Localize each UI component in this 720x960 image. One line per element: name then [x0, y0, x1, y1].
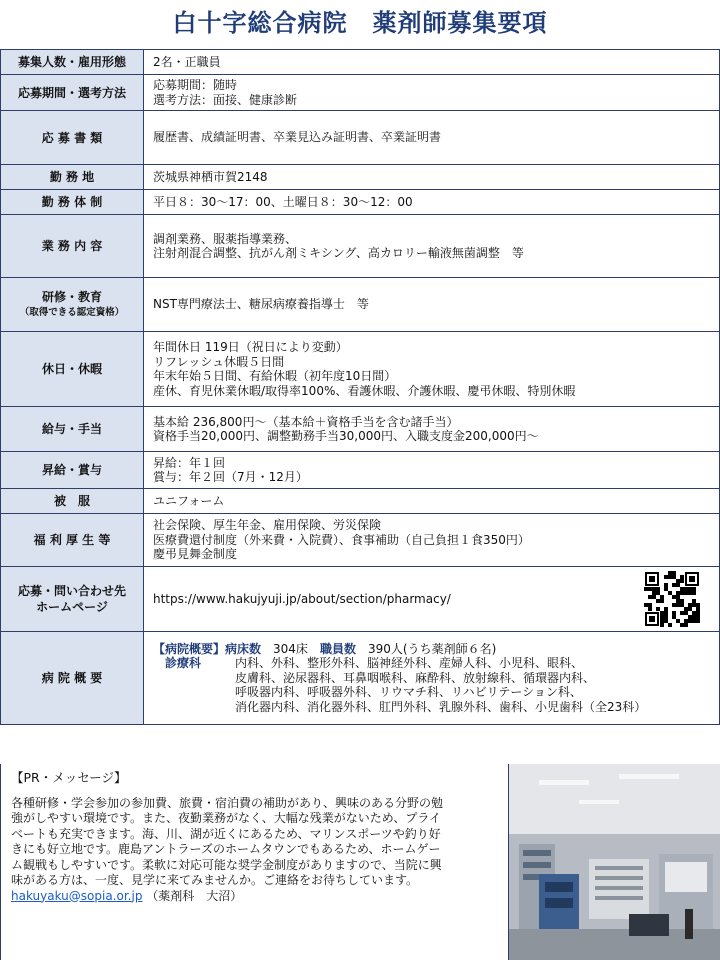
- row-value-cell: [144, 111, 720, 165]
- department-label: 診療科: [165, 656, 202, 671]
- row-value-line: ユニフォーム: [153, 493, 225, 508]
- page-title: 白十字総合病院 薬剤師募集要項: [172, 9, 548, 37]
- pr-line: ム観戦もしやすいです。柔軟に対応可能な奨学金制度がありますので、当院に興: [11, 857, 442, 872]
- row-label-cell: [1, 452, 144, 489]
- homepage-url-link[interactable]: https://www.hakujyuji.jp/about/section/pharmacy/: [153, 591, 451, 606]
- pharmacy-photo: [508, 764, 720, 960]
- row-value-cell: [144, 514, 720, 567]
- table-row: [1, 452, 720, 489]
- table-row: [1, 75, 720, 111]
- row-value-cell: [144, 190, 720, 215]
- row-value-cell: [144, 489, 720, 514]
- row-label-cell: [1, 632, 144, 725]
- department-line: 内科、外科、整形外科、脳神経外科、産婦人科、小児科、眼科、: [235, 656, 584, 671]
- department-line: 消化器内科、消化器外科、肛門外科、乳腺外科、歯科、小児歯科（全23科）: [235, 699, 647, 714]
- row-value-cell: [144, 632, 720, 725]
- row-value-line: 注射剤混合調整、抗がん剤ミキシング、高カロリー輸液無菌調整 等: [153, 246, 524, 260]
- row-label-cell: [1, 190, 144, 215]
- row-value-line: 平日８：30～17：00、土曜日８：30～12：00: [153, 194, 413, 209]
- row-value-line: 2名・正職員: [153, 54, 221, 69]
- homepage-url-row: [153, 571, 710, 627]
- row-value-cell: [144, 165, 720, 190]
- table-row: [1, 190, 720, 215]
- overview-label: 病 院 概 要: [41, 671, 103, 685]
- row-label-cell: [1, 50, 144, 75]
- table-row: [1, 50, 720, 75]
- homepage-label-2: ホームページ: [36, 600, 108, 614]
- table-row: [1, 489, 720, 514]
- row-value-line: 社会保険、厚生年金、雇用保険、労災保険: [153, 518, 382, 533]
- table-row: [1, 215, 720, 278]
- row-value-line: NST専門療法士、糖尿病療養指導士 等: [153, 297, 369, 312]
- row-label: 休日・休暇: [41, 362, 102, 376]
- row-label: 応 募 書 類: [41, 130, 103, 145]
- pr-text-block: [11, 770, 499, 904]
- row-value-line: 資格手当20,000円、調整勤務手当30,000円、入職支度金200,000円～: [153, 429, 539, 443]
- table-row: [1, 514, 720, 567]
- overview-head: 【病院概要】病床数: [153, 641, 262, 656]
- row-label-cell: [1, 215, 144, 278]
- row-label-cell: [1, 567, 144, 632]
- row-sublabel: （取得できる認定資格）: [19, 306, 125, 318]
- row-value-cell: [144, 452, 720, 489]
- row-label: 業 務 内 容: [41, 239, 103, 253]
- row-value-line: リフレッシュ休暇５日間: [153, 354, 285, 369]
- pr-line: 味がある方は、一度、見学に来てみませんか。ご連絡をお待ちしています。: [11, 873, 419, 887]
- pr-title: 【PR・メッセージ】: [11, 770, 127, 785]
- row-label-cell: [1, 407, 144, 452]
- row-value-line: 産休、育児休業休暇/取得率100%、看護休暇、介護休暇、慶弔休暇、特別休暇: [153, 383, 576, 398]
- row-label-cell: [1, 278, 144, 332]
- row-label: 応募期間・選考方法: [17, 85, 126, 100]
- row-label-cell: [1, 111, 144, 165]
- row-label-cell: [1, 489, 144, 514]
- row-label: 勤 務 体 制: [41, 195, 103, 209]
- row-value-cell: [144, 50, 720, 75]
- qr-code-icon[interactable]: [644, 571, 700, 627]
- table-row: [1, 632, 720, 725]
- pr-line: きにも好立地です。鹿島アントラーズのホームタウンでもあるため、ホームゲー: [11, 842, 441, 856]
- row-value-line: 医療費還付制度（外来費・入院費）、食事補助（自己負担１食350円）: [153, 532, 530, 547]
- table-row: [1, 111, 720, 165]
- row-value-line: 茨城県神栖市賀2148: [153, 169, 268, 184]
- row-label: 昇給・賞与: [41, 463, 102, 477]
- row-label: 福 利 厚 生 等: [33, 533, 111, 547]
- table-row: [1, 407, 720, 452]
- row-value-line: 賞与：年２回（7月・12月）: [153, 470, 308, 484]
- pr-line: 強がしやすい環境です。また、夜勤業務がなく、大幅な残業がないため、プライ: [11, 811, 441, 825]
- row-value-line: 年間休日 119日（祝日により変動）: [153, 340, 348, 354]
- table-row: [1, 165, 720, 190]
- row-value-line: 応募期間：随時: [153, 78, 238, 92]
- row-label: 研修・教育: [41, 289, 102, 304]
- pr-line: ベートも充実できます。海、川、湖が近くにあるため、マリンスポーツや釣り好: [11, 826, 441, 841]
- department-block: [153, 656, 710, 714]
- overview-beds: 304床: [273, 641, 308, 656]
- row-value-line: 選考方法：面接、健康診断: [153, 92, 298, 107]
- row-label: 勤 務 地: [49, 170, 95, 184]
- department-line: 皮膚科、泌尿器科、耳鼻咽喉科、麻酔科、放射線科、循環器内科、: [235, 670, 596, 685]
- row-label-cell: [1, 165, 144, 190]
- department-list: [235, 656, 710, 714]
- row-value-line: 調剤業務、服薬指導業務、: [153, 231, 298, 246]
- overview-staff-label: 職員数: [319, 641, 356, 656]
- table-row: [1, 278, 720, 332]
- homepage-label-1: 応募・問い合わせ先: [17, 584, 126, 598]
- row-label-cell: [1, 332, 144, 407]
- row-value-cell: [144, 407, 720, 452]
- row-value-cell: [144, 75, 720, 111]
- table-row: [1, 567, 720, 632]
- row-label: 被 服: [53, 494, 90, 508]
- department-line: 呼吸器内科、呼吸器外科、リウマチ科、リハビリテーション科、: [235, 685, 582, 700]
- contact-email-link[interactable]: hakuyaku@sopia.or.jp: [11, 888, 143, 903]
- row-value-line: 慶弔見舞金制度: [153, 547, 238, 562]
- row-value-line: 昇給：年１回: [153, 455, 226, 470]
- row-value-cell: [144, 332, 720, 407]
- contact-person: （薬剤科 大沼）: [146, 888, 243, 903]
- pr-section: [0, 764, 720, 960]
- overview-summary-line: [153, 642, 710, 657]
- row-label: 給与・手当: [41, 422, 102, 436]
- pr-contact-line: [11, 889, 499, 905]
- row-value-line: 基本給 236,800円～（基本給＋資格手当を含む諸手当）: [153, 414, 459, 429]
- row-value-line: 履歴書、成績証明書、卒業見込み証明書、卒業証明書: [153, 130, 442, 145]
- row-value-cell: [144, 278, 720, 332]
- requirements-table: [0, 49, 720, 725]
- row-label-cell: [1, 514, 144, 567]
- row-value-cell: [144, 567, 720, 632]
- row-label-cell: [1, 75, 144, 111]
- overview-staff: 390人(うち薬剤師６名): [367, 641, 497, 656]
- table-row: [1, 332, 720, 407]
- pr-line: 各種研修・学会参加の参加費、旅費・宿泊費の補助があり、興味のある分野の勉: [11, 795, 444, 810]
- row-value-line: 年末年始５日間、有給休暇（初年度10日間）: [153, 369, 397, 383]
- row-label: 募集人数・雇用形態: [17, 55, 126, 69]
- row-value-cell: [144, 215, 720, 278]
